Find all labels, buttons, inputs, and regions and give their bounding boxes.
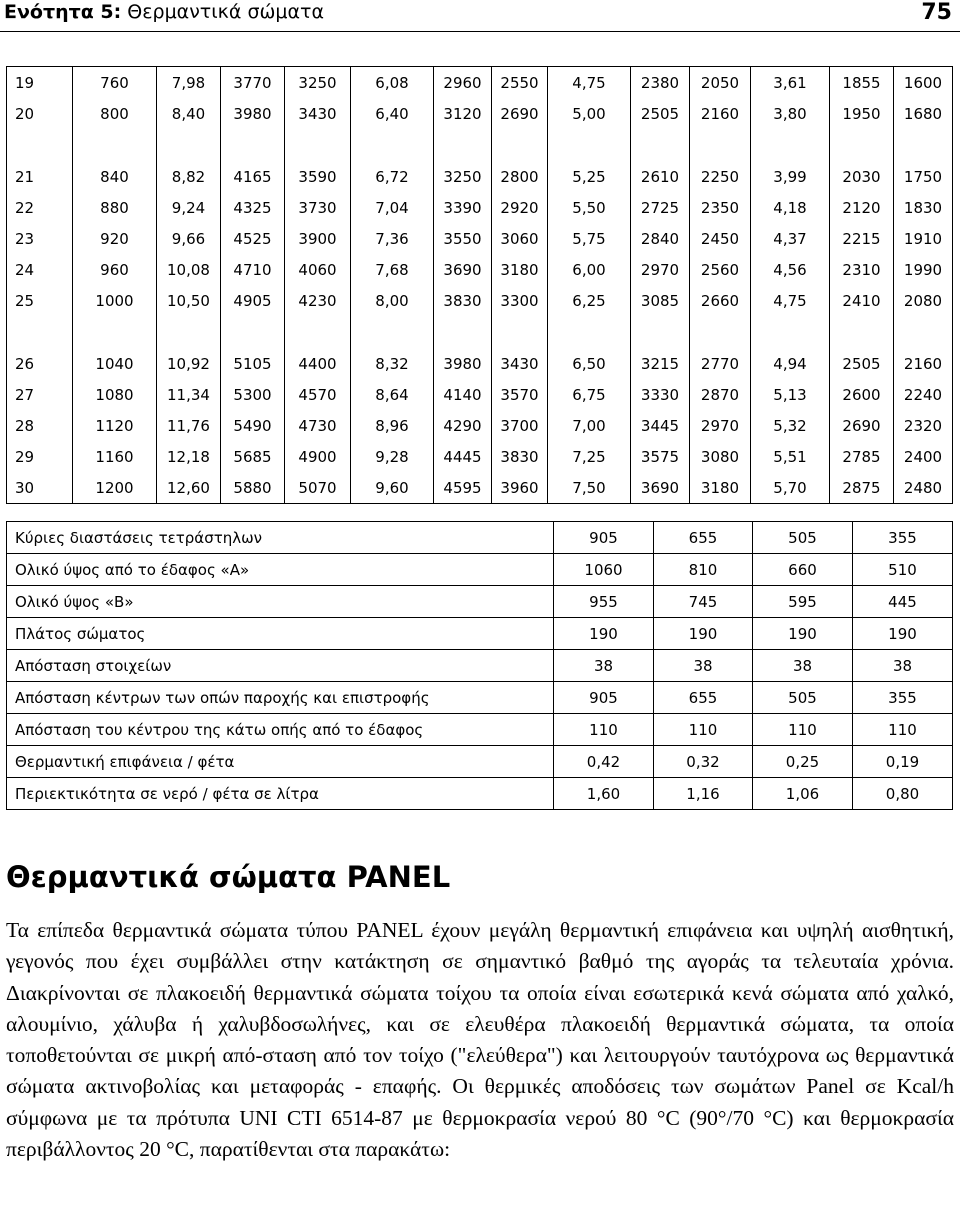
- dimension-value: 660: [753, 554, 853, 586]
- row-index-cell: 25: [7, 285, 73, 316]
- table-cell: 2505: [631, 98, 690, 129]
- dimension-value: 110: [654, 714, 753, 746]
- dimension-value: 905: [554, 522, 654, 554]
- table-cell: 4230: [285, 285, 351, 316]
- table-cell: 4140: [434, 379, 492, 410]
- table-cell: 4060: [285, 254, 351, 285]
- spacer-cell: [221, 316, 285, 348]
- section-title: Θερμαντικά σώματα: [127, 1, 324, 23]
- table-cell: 11,34: [157, 379, 221, 410]
- dimension-value: 38: [853, 650, 953, 682]
- table-row: [7, 67, 953, 99]
- table-cell: 2480: [894, 472, 953, 504]
- table-cell: 4,18: [751, 192, 830, 223]
- spacer-cell: [351, 316, 434, 348]
- table-cell: 2785: [830, 441, 894, 472]
- row-index-cell: 29: [7, 441, 73, 472]
- table-cell: 4165: [221, 161, 285, 192]
- table-cell: 800: [73, 98, 157, 129]
- dimension-value: 190: [853, 618, 953, 650]
- table-cell: 2310: [830, 254, 894, 285]
- table-cell: 760: [73, 67, 157, 99]
- table-cell: 3690: [631, 472, 690, 504]
- table-cell: 1855: [830, 67, 894, 99]
- table-cell: 1600: [894, 67, 953, 99]
- table-cell: 2380: [631, 67, 690, 99]
- table-cell: 4905: [221, 285, 285, 316]
- table-cell: 5,32: [751, 410, 830, 441]
- table-cell: 7,00: [548, 410, 631, 441]
- table-cell: 2400: [894, 441, 953, 472]
- table-cell: 2970: [690, 410, 751, 441]
- dimension-value: 38: [654, 650, 753, 682]
- dimension-label: Κύριες διαστάσεις τετράστηλων: [7, 522, 554, 554]
- table-cell: 3960: [492, 472, 548, 504]
- table-cell: 2660: [690, 285, 751, 316]
- spacer-cell: [157, 316, 221, 348]
- dimension-row: [7, 650, 953, 682]
- table-cell: 3180: [690, 472, 751, 504]
- table-cell: 4325: [221, 192, 285, 223]
- table-cell: 3445: [631, 410, 690, 441]
- row-index-cell: 24: [7, 254, 73, 285]
- table-cell: 9,66: [157, 223, 221, 254]
- table-cell: 3430: [285, 98, 351, 129]
- dimension-row: [7, 522, 953, 554]
- spacer-cell: [285, 129, 351, 161]
- table-row: [7, 98, 953, 129]
- table-cell: 3770: [221, 67, 285, 99]
- table-cell: 4400: [285, 348, 351, 379]
- table-cell: 3980: [221, 98, 285, 129]
- table-cell: 840: [73, 161, 157, 192]
- page-header: [0, 0, 960, 30]
- table-cell: 4730: [285, 410, 351, 441]
- table-cell: 5070: [285, 472, 351, 504]
- dimension-value: 510: [853, 554, 953, 586]
- table-cell: 3980: [434, 348, 492, 379]
- row-index-cell: 30: [7, 472, 73, 504]
- row-index-cell: 26: [7, 348, 73, 379]
- table-cell: 3300: [492, 285, 548, 316]
- table-cell: 12,60: [157, 472, 221, 504]
- table-cell: 3080: [690, 441, 751, 472]
- table-row: [7, 441, 953, 472]
- spacer-cell: [894, 316, 953, 348]
- table-cell: 2920: [492, 192, 548, 223]
- table-cell: 2215: [830, 223, 894, 254]
- table-cell: 10,50: [157, 285, 221, 316]
- spacer-cell: [830, 316, 894, 348]
- spacer-cell: [690, 316, 751, 348]
- table-cell: 2050: [690, 67, 751, 99]
- table-cell: 5685: [221, 441, 285, 472]
- table-cell: 2240: [894, 379, 953, 410]
- table-row: [7, 254, 953, 285]
- spacer-cell: [221, 129, 285, 161]
- table-cell: 2970: [631, 254, 690, 285]
- section-paragraph: Τα επίπεδα θερμαντικά σώματα τύπου PANEL έχουν μεγάλη θερμαντική επιφάνεια και υψηλή αισθητική, γεγονός που έχει συμβάλλει στην κατάκτηση σε σημαντικό βαθμό της αγοράς τα τελευταία χρόνια. Διακρίνονται σε πλακοειδή θερμαντικά σώματα τοίχου τα οποία είναι εσωτερικά κενά σώματα από χαλκό, αλουμίνιο, χάλυβα ή χαλυβδοσωλήνες, και σε ελευθέρα πλακοειδή θερμαντικά σώματα, τα οποία τοποθετούνται σε μικρή από-σταση από τον τοίχο ("ελεύθερα") και λειτουργούν ταυτόχρονα ως θερμαντικά σώματα ακτινοβολίας και μεταφοράς - επαφής. Οι θερμικές αποδόσεις των σωμάτων Panel σε Kcal/h σύμφωνα με τα πρότυπα UNI CTI 6514-87 με θερμοκρασία νερού 80 °C (90°/70 °C) και θερμοκρασία περιβάλλοντος 20 °C, παρατίθενται στα παρακάτω:: [6, 918, 954, 1162]
- spacer-cell: [751, 129, 830, 161]
- table-cell: 3900: [285, 223, 351, 254]
- dimension-row: [7, 586, 953, 618]
- spacer-cell: [73, 129, 157, 161]
- dimension-row: [7, 682, 953, 714]
- row-index-cell: 21: [7, 161, 73, 192]
- table-cell: 2250: [690, 161, 751, 192]
- dimension-value: 38: [753, 650, 853, 682]
- dimension-value: 0,25: [753, 746, 853, 778]
- table-row: [7, 348, 953, 379]
- spacer-cell: [73, 316, 157, 348]
- table-cell: 10,92: [157, 348, 221, 379]
- table-cell: 9,28: [351, 441, 434, 472]
- table-cell: 6,72: [351, 161, 434, 192]
- table-cell: 3250: [434, 161, 492, 192]
- table-cell: 3,80: [751, 98, 830, 129]
- table-cell: 8,32: [351, 348, 434, 379]
- table-cell: 3,61: [751, 67, 830, 99]
- table-row: [7, 472, 953, 504]
- table-cell: 7,36: [351, 223, 434, 254]
- spacer-cell: [285, 316, 351, 348]
- table-cell: 2550: [492, 67, 548, 99]
- table-cell: 1120: [73, 410, 157, 441]
- table-cell: 5105: [221, 348, 285, 379]
- table-cell: 3575: [631, 441, 690, 472]
- dimension-label: Απόσταση του κέντρου της κάτω οπής από το έδαφος: [7, 714, 554, 746]
- spacer-cell: [351, 129, 434, 161]
- table-cell: 8,40: [157, 98, 221, 129]
- section-label: Ενότητα 5:: [4, 1, 122, 23]
- table-cell: 6,00: [548, 254, 631, 285]
- spacer-cell: [157, 129, 221, 161]
- table-cell: 960: [73, 254, 157, 285]
- dimension-value: 110: [853, 714, 953, 746]
- table-cell: 3390: [434, 192, 492, 223]
- table-cell: 2080: [894, 285, 953, 316]
- table-cell: 2725: [631, 192, 690, 223]
- row-index-cell: 20: [7, 98, 73, 129]
- table-cell: 1160: [73, 441, 157, 472]
- table-cell: 3830: [492, 441, 548, 472]
- spacer-cell: [7, 316, 73, 348]
- dimension-value: 0,19: [853, 746, 953, 778]
- spacer-cell: [7, 129, 73, 161]
- spacer-cell: [548, 316, 631, 348]
- table-cell: 2690: [830, 410, 894, 441]
- table-cell: 3120: [434, 98, 492, 129]
- table-cell: 6,40: [351, 98, 434, 129]
- table-cell: 3060: [492, 223, 548, 254]
- table-row: [7, 161, 953, 192]
- row-index-cell: 28: [7, 410, 73, 441]
- table-cell: 4595: [434, 472, 492, 504]
- dimension-value: 505: [753, 682, 853, 714]
- dimension-value: 0,42: [554, 746, 654, 778]
- table-cell: 5,25: [548, 161, 631, 192]
- table-row: [7, 379, 953, 410]
- row-spacer: [7, 129, 953, 161]
- dimension-value: 190: [654, 618, 753, 650]
- table-cell: 1680: [894, 98, 953, 129]
- table-cell: 9,60: [351, 472, 434, 504]
- table-cell: 2120: [830, 192, 894, 223]
- table-cell: 3330: [631, 379, 690, 410]
- row-index-cell: 22: [7, 192, 73, 223]
- table-cell: 4445: [434, 441, 492, 472]
- dimension-value: 905: [554, 682, 654, 714]
- dimensions-table: [6, 521, 953, 810]
- table-cell: 4,37: [751, 223, 830, 254]
- table-cell: 2160: [894, 348, 953, 379]
- page-number: 75: [921, 0, 952, 25]
- table-cell: 1830: [894, 192, 953, 223]
- table-cell: 1040: [73, 348, 157, 379]
- dimension-label: Απόσταση κέντρων των οπών παροχής και επιστροφής: [7, 682, 554, 714]
- spacer-cell: [434, 129, 492, 161]
- dimension-value: 1060: [554, 554, 654, 586]
- table-cell: 2560: [690, 254, 751, 285]
- table-cell: 5,51: [751, 441, 830, 472]
- table-cell: 6,50: [548, 348, 631, 379]
- dimension-value: 445: [853, 586, 953, 618]
- dimension-value: 0,80: [853, 778, 953, 810]
- table-cell: 2960: [434, 67, 492, 99]
- table-cell: 3550: [434, 223, 492, 254]
- table-cell: 5,13: [751, 379, 830, 410]
- table-row: [7, 192, 953, 223]
- table-cell: 2600: [830, 379, 894, 410]
- dimension-value: 1,16: [654, 778, 753, 810]
- table-cell: 5490: [221, 410, 285, 441]
- dimension-row: [7, 746, 953, 778]
- table-cell: 3700: [492, 410, 548, 441]
- dimension-value: 38: [554, 650, 654, 682]
- table-cell: 2410: [830, 285, 894, 316]
- spacer-cell: [548, 129, 631, 161]
- table-cell: 7,98: [157, 67, 221, 99]
- spacer-cell: [631, 129, 690, 161]
- row-index-cell: 23: [7, 223, 73, 254]
- table-cell: 4525: [221, 223, 285, 254]
- table-cell: 2160: [690, 98, 751, 129]
- dimension-row: [7, 618, 953, 650]
- dimension-label: Θερμαντική επιφάνεια / φέτα: [7, 746, 554, 778]
- table-cell: 3830: [434, 285, 492, 316]
- table-cell: 4,94: [751, 348, 830, 379]
- table-cell: 6,08: [351, 67, 434, 99]
- table-cell: 11,76: [157, 410, 221, 441]
- dimension-value: 595: [753, 586, 853, 618]
- table-cell: 2870: [690, 379, 751, 410]
- table-row: [7, 223, 953, 254]
- table-cell: 8,64: [351, 379, 434, 410]
- table-cell: 12,18: [157, 441, 221, 472]
- dimension-value: 655: [654, 522, 753, 554]
- dimension-value: 190: [753, 618, 853, 650]
- table-cell: 8,82: [157, 161, 221, 192]
- dimension-value: 190: [554, 618, 654, 650]
- spacer-cell: [894, 129, 953, 161]
- table-cell: 2610: [631, 161, 690, 192]
- dimension-label: Ολικό ύψος από το έδαφος «Α»: [7, 554, 554, 586]
- dimension-value: 355: [853, 682, 953, 714]
- table-cell: 2840: [631, 223, 690, 254]
- table-cell: 3430: [492, 348, 548, 379]
- table-cell: 8,96: [351, 410, 434, 441]
- table-cell: 3590: [285, 161, 351, 192]
- table-cell: 5,00: [548, 98, 631, 129]
- table-cell: 3085: [631, 285, 690, 316]
- spacer-cell: [751, 316, 830, 348]
- table-cell: 1080: [73, 379, 157, 410]
- header-rule: [0, 31, 960, 32]
- dimension-value: 1,06: [753, 778, 853, 810]
- table-cell: 9,24: [157, 192, 221, 223]
- row-index-cell: 19: [7, 67, 73, 99]
- dimension-row: [7, 554, 953, 586]
- table-cell: 4,75: [751, 285, 830, 316]
- dimension-value: 810: [654, 554, 753, 586]
- table-cell: 10,08: [157, 254, 221, 285]
- table-cell: 7,25: [548, 441, 631, 472]
- row-index-cell: 27: [7, 379, 73, 410]
- table-cell: 5300: [221, 379, 285, 410]
- spacer-cell: [434, 316, 492, 348]
- dimension-label: Πλάτος σώματος: [7, 618, 554, 650]
- table-cell: 4290: [434, 410, 492, 441]
- table-cell: 1000: [73, 285, 157, 316]
- table-cell: 6,25: [548, 285, 631, 316]
- table-cell: 3250: [285, 67, 351, 99]
- table-cell: 6,75: [548, 379, 631, 410]
- table-cell: 2450: [690, 223, 751, 254]
- table-cell: 3730: [285, 192, 351, 223]
- table-cell: 3690: [434, 254, 492, 285]
- table-cell: 7,04: [351, 192, 434, 223]
- dimension-value: 745: [654, 586, 753, 618]
- table-cell: 7,68: [351, 254, 434, 285]
- table-cell: 4,56: [751, 254, 830, 285]
- table-row: [7, 410, 953, 441]
- dimension-value: 505: [753, 522, 853, 554]
- spacer-cell: [690, 129, 751, 161]
- dimension-value: 1,60: [554, 778, 654, 810]
- table-cell: 920: [73, 223, 157, 254]
- table-cell: 2350: [690, 192, 751, 223]
- header-title: [4, 1, 324, 23]
- dimension-value: 355: [853, 522, 953, 554]
- table-cell: 3180: [492, 254, 548, 285]
- table-cell: 1990: [894, 254, 953, 285]
- dimension-row: [7, 714, 953, 746]
- section-heading: Θερμαντικά σώματα PANEL: [6, 860, 451, 894]
- dimension-label: Απόσταση στοιχείων: [7, 650, 554, 682]
- table-cell: 2875: [830, 472, 894, 504]
- table-cell: 4570: [285, 379, 351, 410]
- table-cell: 880: [73, 192, 157, 223]
- dimension-value: 110: [753, 714, 853, 746]
- table-cell: 5,75: [548, 223, 631, 254]
- table-cell: 7,50: [548, 472, 631, 504]
- dimension-value: 955: [554, 586, 654, 618]
- table-cell: 2770: [690, 348, 751, 379]
- table-cell: 5,70: [751, 472, 830, 504]
- dimension-label: Ολικό ύψος «Β»: [7, 586, 554, 618]
- table-cell: 4,75: [548, 67, 631, 99]
- table-cell: 4710: [221, 254, 285, 285]
- row-spacer: [7, 316, 953, 348]
- table-cell: 3570: [492, 379, 548, 410]
- table-cell: 2800: [492, 161, 548, 192]
- output-table: [6, 66, 953, 504]
- table-cell: 2030: [830, 161, 894, 192]
- table-cell: 3,99: [751, 161, 830, 192]
- table-cell: 2690: [492, 98, 548, 129]
- dimension-value: 655: [654, 682, 753, 714]
- table-cell: 3215: [631, 348, 690, 379]
- table-cell: 2320: [894, 410, 953, 441]
- table-cell: 1950: [830, 98, 894, 129]
- spacer-cell: [830, 129, 894, 161]
- dimension-label: Περιεκτικότητα σε νερό / φέτα σε λίτρα: [7, 778, 554, 810]
- table-row: [7, 285, 953, 316]
- dimension-value: 0,32: [654, 746, 753, 778]
- table-cell: 5,50: [548, 192, 631, 223]
- spacer-cell: [492, 129, 548, 161]
- table-cell: 2505: [830, 348, 894, 379]
- spacer-cell: [631, 316, 690, 348]
- dimension-value: 110: [554, 714, 654, 746]
- table-cell: 4900: [285, 441, 351, 472]
- table-cell: 1910: [894, 223, 953, 254]
- table-cell: 8,00: [351, 285, 434, 316]
- table-cell: 1200: [73, 472, 157, 504]
- dimension-row: [7, 778, 953, 810]
- spacer-cell: [492, 316, 548, 348]
- table-cell: 1750: [894, 161, 953, 192]
- table-cell: 5880: [221, 472, 285, 504]
